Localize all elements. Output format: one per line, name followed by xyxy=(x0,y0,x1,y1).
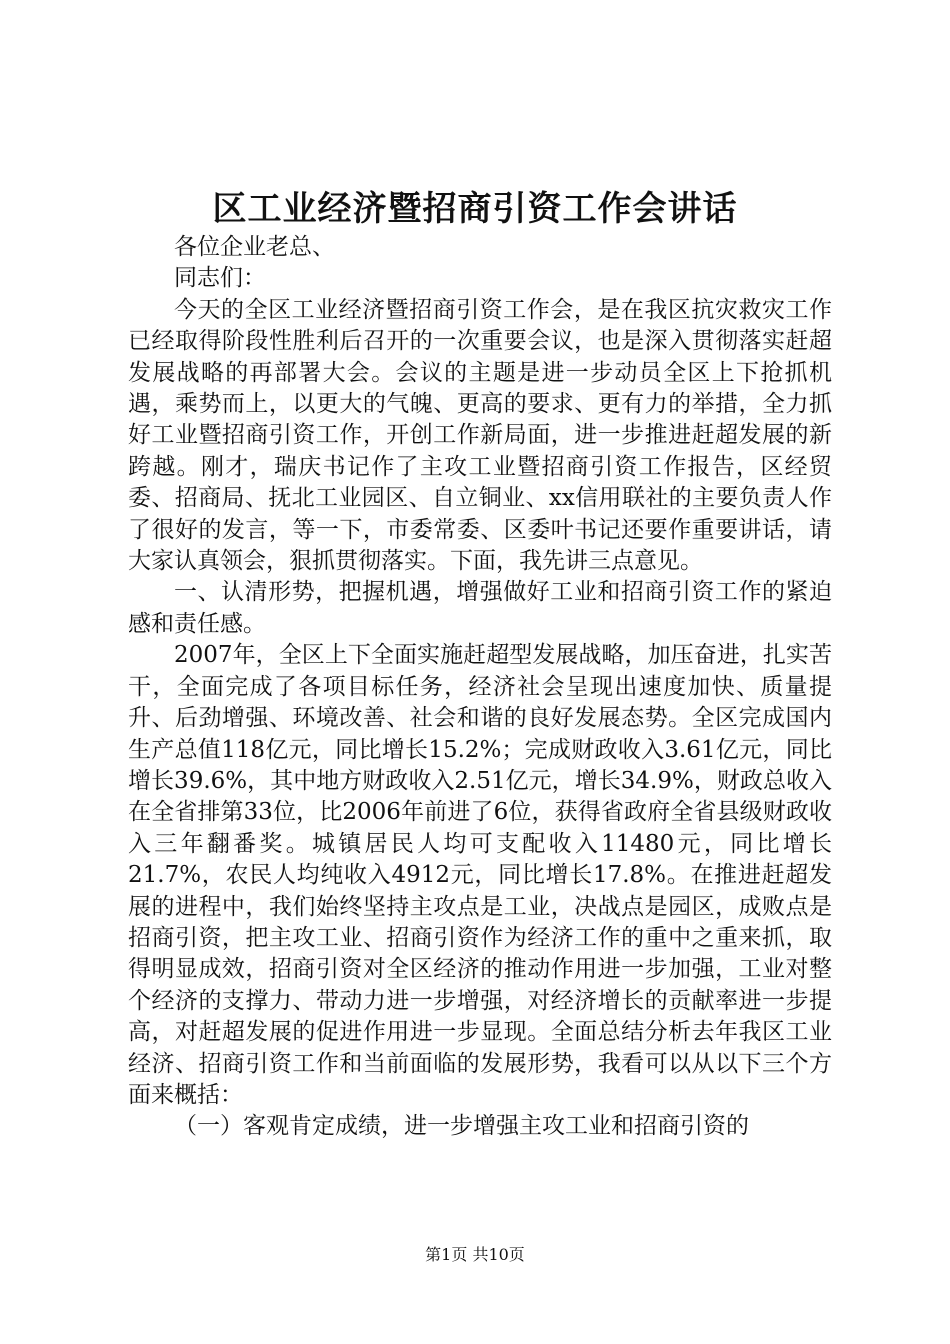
body-paragraph: 2007年，全区上下全面实施赶超型发展战略，加压奋进，扎实苦干，全面完成了各项目标任务，经济社会呈现出速度加快、质量提升、后劲增强、环境改善、社会和谐的良好发展态势。全区完成国内生产总值118亿元，同比增长15.2%；完成财政收入3.61亿元，同比增长39.6%，其中地方财政收入2.51亿元，增长34.9%，财政总收入在全省排第33位，比2006年前进了6位，获得省政府全省县级财政收入三年翻番奖。城镇居民人均可支配收入11480元，同比增长21.7%，农民人均纯收入4912元，同比增长17.8%。在推进赶超发展的进程中，我们始终坚持主攻点是工业，决战点是园区，成败点是招商引资，把主攻工业、招商引资作为经济工作的重中之重来抓，取得明显成效，招商引资对全区经济的推动作用进一步加强，工业对整个经济的支撑力、带动力进一步增强，对经济增长的贡献率进一步提高，对赶超发展的促进作用进一步显现。全面总结分析去年我区工业经济、招商引资工作和当前面临的发展形势，我看可以从以下三个方面来概括： xyxy=(128,642,832,1108)
body-paragraph: 今天的全区工业经济暨招商引资工作会，是在我区抗灾救灾工作已经取得阶段性胜利后召开的一次重要会议，也是深入贯彻落实赶超发展战略的再部署大会。会议的主题是进一步动员全区上下抢抓机遇，乘势而上，以更大的气魄、更高的要求、更有力的举措，全力抓好工业暨招商引资工作，开创工作新局面，进一步推进赶超发展的新跨越。刚才，瑞庆书记作了主攻工业暨招商引资工作报告，区经贸委、招商局、抚北工业园区、自立铜业、xx信用联社的主要负责人作了很好的发言，等一下，市委常委、区委叶书记还要作重要讲话，请大家认真领会，狠抓贯彻落实。下面，我先讲三点意见。 xyxy=(128,296,832,575)
salutation-line: 各位企业老总、 xyxy=(174,234,335,260)
document-body xyxy=(128,232,832,1143)
document-title: 区工业经济暨招商引资工作会讲话 xyxy=(212,189,738,229)
page-footer: 第1页 共10页 xyxy=(425,1245,525,1264)
section-heading: 一、认清形势，把握机遇，增强做好工业和招商引资工作的紧迫感和责任感。 xyxy=(128,579,832,637)
salutation-line: 同志们： xyxy=(174,265,266,292)
subsection-heading: （一）客观肯定成绩，进一步增强主攻工业和招商引资的 xyxy=(174,1113,749,1140)
